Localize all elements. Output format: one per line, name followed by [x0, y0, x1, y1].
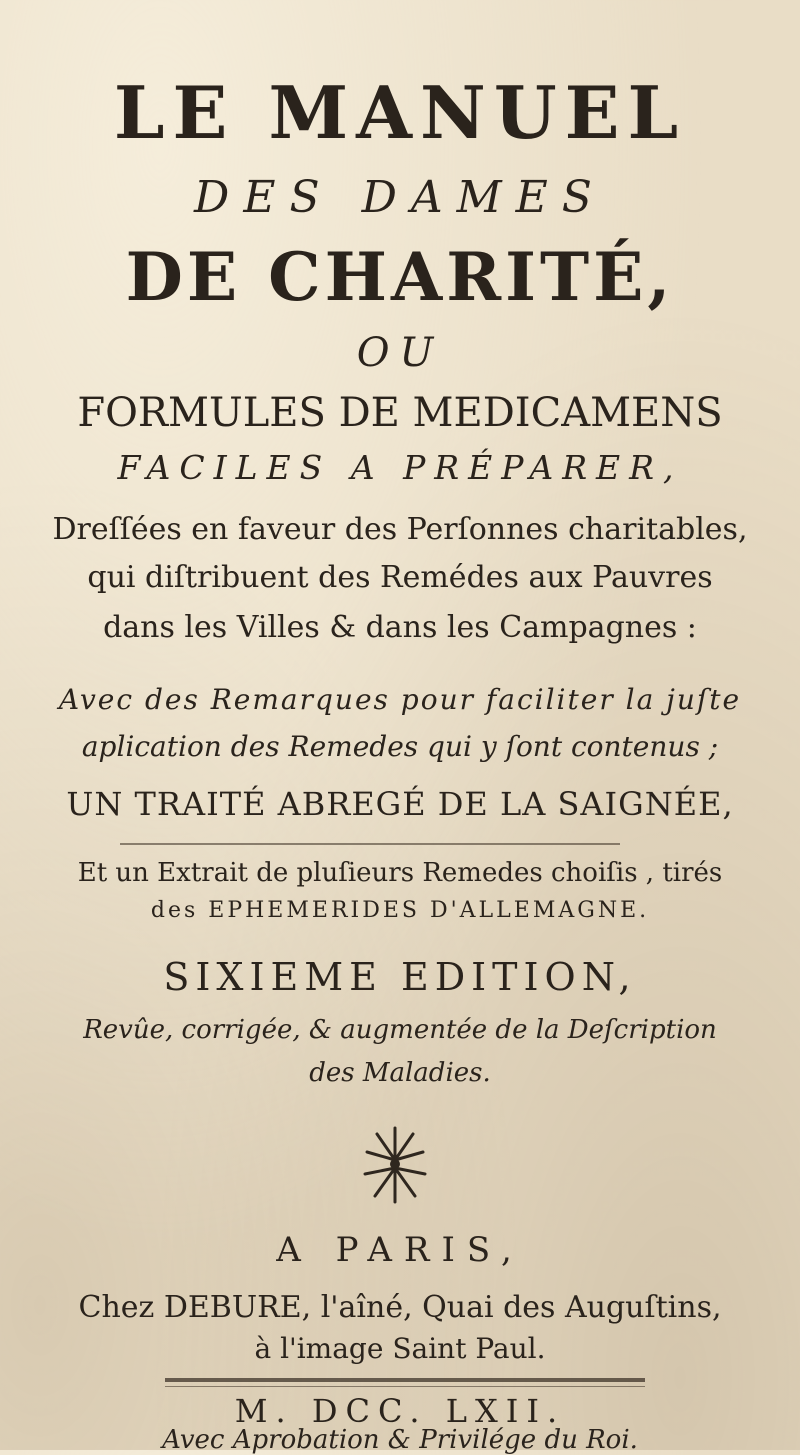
- publisher-line-1: Chez DEBURE, l'aîné, Quai des Auguſtins,: [78, 1290, 722, 1325]
- date-line: M. DCC. LXII.: [234, 1392, 566, 1430]
- publisher-line-2: à l'image Saint Paul.: [254, 1332, 546, 1365]
- edition-line: SIXIEME EDITION,: [163, 955, 637, 999]
- subtitle-line-2: FACILES A PRÉPARER,: [117, 448, 683, 487]
- double-rule-thin: [165, 1386, 645, 1387]
- description-line-3: dans les Villes & dans les Campagnes :: [103, 610, 697, 645]
- extract-line-2: des EPHEMERIDES D'ALLEMAGNE.: [150, 898, 650, 923]
- subtitle-line-1: FORMULES DE MEDICAMENS: [77, 390, 723, 436]
- title-line-2: DES DAMES: [194, 172, 606, 223]
- extract-line-1: Et un Extrait de pluſieurs Remedes choiſis , tirés: [77, 858, 723, 888]
- title-conjunction: OU: [356, 330, 444, 376]
- treatise-line: UN TRAITÉ ABREGÉ DE LA SAIGNÉE,: [66, 785, 734, 823]
- double-rule-thick: [165, 1378, 645, 1382]
- title-line-1: LE MANUEL: [113, 70, 687, 155]
- description-line-1: Dreſſées en faveur des Perſonnes charitables,: [52, 512, 748, 547]
- title-line-3: DE CHARITÉ,: [125, 238, 675, 316]
- remarks-line-1: Avec des Remarques pour faciliter la juſte: [58, 683, 742, 716]
- divider-rule: [120, 843, 620, 845]
- remarks-line-2: aplication des Remedes qui y ſont contenus ;: [81, 730, 719, 763]
- fleuron-ornament-icon: [345, 1120, 445, 1210]
- privilege-line: Avec Aprobation & Privilége du Roi.: [162, 1425, 638, 1455]
- revision-line-1: Revûe, corrigée, & augmentée de la Deſcription: [83, 1015, 717, 1045]
- description-line-2: qui diſtribuent des Remédes aux Pauvres: [87, 560, 713, 595]
- place-line: A PARIS,: [276, 1230, 524, 1270]
- revision-line-2: des Maladies.: [309, 1058, 491, 1088]
